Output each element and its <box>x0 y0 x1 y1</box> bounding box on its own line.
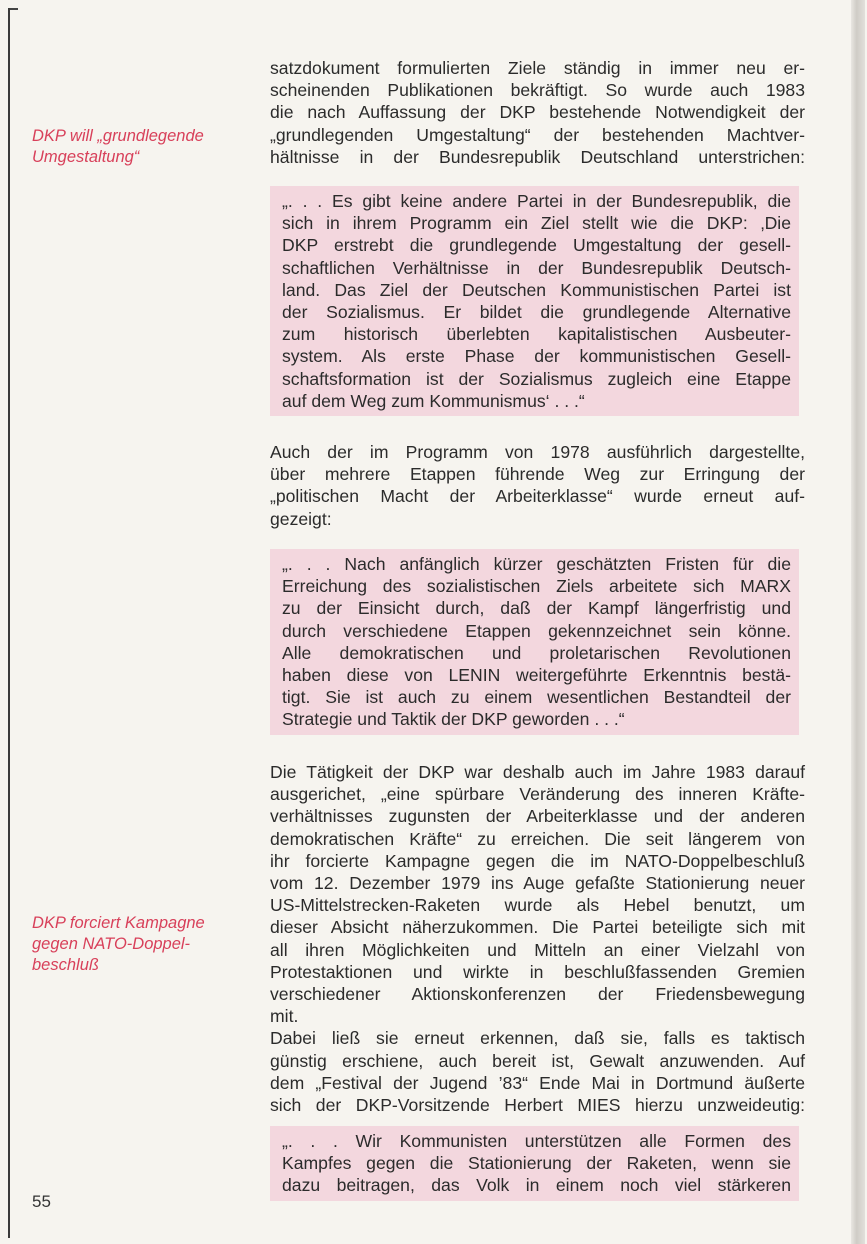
text-line: mit. <box>270 1006 299 1027</box>
text-line: Erreichung des sozialistischen Ziels arbeitete sich MARX <box>282 576 791 597</box>
text-line: „. . . Wir Kommunisten unterstützen alle Formen des <box>282 1131 791 1151</box>
text-line: die nach Auffassung der DKP bestehende Notwendigkeit der <box>270 102 805 123</box>
page-edge-top <box>10 8 18 10</box>
quote-box <box>270 549 799 735</box>
text-line: Die Tätigkeit der DKP war deshalb auch im Jahre 1983 darauf <box>270 762 805 782</box>
text-line: Alle demokratischen und proletarischen Revolutionen <box>282 642 791 663</box>
text-line: „politischen Macht der Arbeiterklasse“ wurde erneut auf- <box>270 486 805 507</box>
text-line: zu der Einsicht durch, daß der Kampf längerfristig und <box>282 598 791 619</box>
text-line: sich in ihrem Programm ein Ziel stellt wie die DKP: ‚Die <box>282 213 791 234</box>
text-line: dazu beitragen, das Volk in einem noch viel stärkeren <box>282 1175 791 1196</box>
quote-box <box>270 186 799 416</box>
text-line: günstig erschiene, auch bereit ist, Gewalt anzuwenden. Auf <box>270 1050 805 1071</box>
text-line: hältnisse in der Bundesrepublik Deutschland unterstrichen: <box>270 146 805 167</box>
text-line: verschiedener Aktionskonferenzen der Friedensbewegung <box>270 984 805 1005</box>
margin-note-line: Umgestaltung“ <box>32 148 140 166</box>
text-line: gezeigt: <box>270 508 332 529</box>
margin-note-nato-kampagne <box>32 913 242 976</box>
page-edge-right <box>851 0 865 1244</box>
text-line: land. Das Ziel der Deutschen Kommunistischen Partei ist <box>282 279 791 300</box>
margin-note-line: gegen NATO-Doppel- <box>32 935 191 953</box>
page-number: 55 <box>32 1192 51 1211</box>
text-line: sich der DKP-Vorsitzende Herbert MIES hierzu unzweideutig: <box>270 1095 805 1116</box>
text-line: Dabei ließ sie erneut erkennen, daß sie, falls es taktisch <box>270 1028 805 1049</box>
text-line: tigt. Sie ist auch zu einem wesentlichen Bestandteil der <box>282 687 791 708</box>
text-line: „. . . Nach anfänglich kürzer geschätzten Fristen für die <box>282 554 791 574</box>
text-line: ihr forcierte Kampagne gegen die im NATO-Doppelbeschluß <box>270 850 805 871</box>
text-line: demokratischen Kräfte“ zu erreichen. Die seit längerem von <box>270 828 805 849</box>
text-line: „grundlegenden Umgestaltung“ der bestehenden Machtver- <box>270 124 805 145</box>
margin-note-line: DKP forciert Kampagne <box>32 914 205 932</box>
text-line: verhältnisses zugunsten der Arbeiterklasse und der anderen <box>270 806 805 827</box>
text-line: durch verschiedene Etappen gekennzeichnet sein könne. <box>282 620 791 641</box>
text-line: haben diese von LENIN weitergeführte Erkenntnis bestä- <box>282 665 791 686</box>
text-line: Strategie und Taktik der DKP geworden . . .“ <box>282 709 625 730</box>
body-paragraph <box>270 57 805 168</box>
text-line: ausgerichet, „eine spürbare Veränderung des inneren Kräfte- <box>270 784 805 805</box>
text-line: system. Als erste Phase der kommunistischen Gesell- <box>282 346 791 367</box>
margin-note-dkp-umgestaltung <box>32 126 242 168</box>
body-paragraph <box>270 761 805 1116</box>
text-line: Protestaktionen und wirkte in beschlußfassenden Gremien <box>270 961 805 982</box>
text-line: über mehrere Etappen führende Weg zur Erringung der <box>270 464 805 485</box>
text-line: Auch der im Programm von 1978 ausführlich dargestellte, <box>270 442 805 462</box>
page-edge-left <box>8 8 10 1238</box>
margin-note-line: DKP will „grundlegende <box>32 127 204 145</box>
text-line: schaftsformation ist der Sozialismus zugleich eine Etappe <box>282 368 791 389</box>
text-line: all ihren Möglichkeiten und Mitteln an einer Vielzahl von <box>270 939 805 960</box>
text-line: zum historisch überlebten kapitalistischen Ausbeuter- <box>282 324 791 345</box>
body-paragraph <box>270 441 805 530</box>
text-line: auf dem Weg zum Kommunismus‘ . . .“ <box>282 390 585 411</box>
text-line: satzdokument formulierten Ziele ständig in immer neu er- <box>270 58 805 78</box>
text-line: US-Mittelstrecken-Raketen wurde als Hebel benutzt, um <box>270 895 805 916</box>
text-line: schaftlichen Verhältnisse in der Bundesrepublik Deutsch- <box>282 257 791 278</box>
text-line: dem „Festival der Jugend ’83“ Ende Mai in Dortmund äußerte <box>270 1072 805 1093</box>
text-line: vom 12. Dezember 1979 ins Auge gefaßte Stationierung neuer <box>270 873 805 894</box>
text-line: DKP erstrebt die grundlegende Umgestaltung der gesell- <box>282 235 791 256</box>
quote-box <box>270 1126 799 1201</box>
text-line: scheinenden Publikationen bekräftigt. So wurde auch 1983 <box>270 80 805 101</box>
margin-note-line: beschluß <box>32 956 99 974</box>
text-line: dieser Absicht näherzukommen. Die Partei beteiligte sich mit <box>270 917 805 938</box>
text-line: Kampfes gegen die Stationierung der Raketen, wenn sie <box>282 1153 791 1174</box>
text-line: der Sozialismus. Er bildet die grundlegende Alternative <box>282 302 791 323</box>
text-line: „. . . Es gibt keine andere Partei in der Bundesrepublik, die <box>282 191 791 211</box>
